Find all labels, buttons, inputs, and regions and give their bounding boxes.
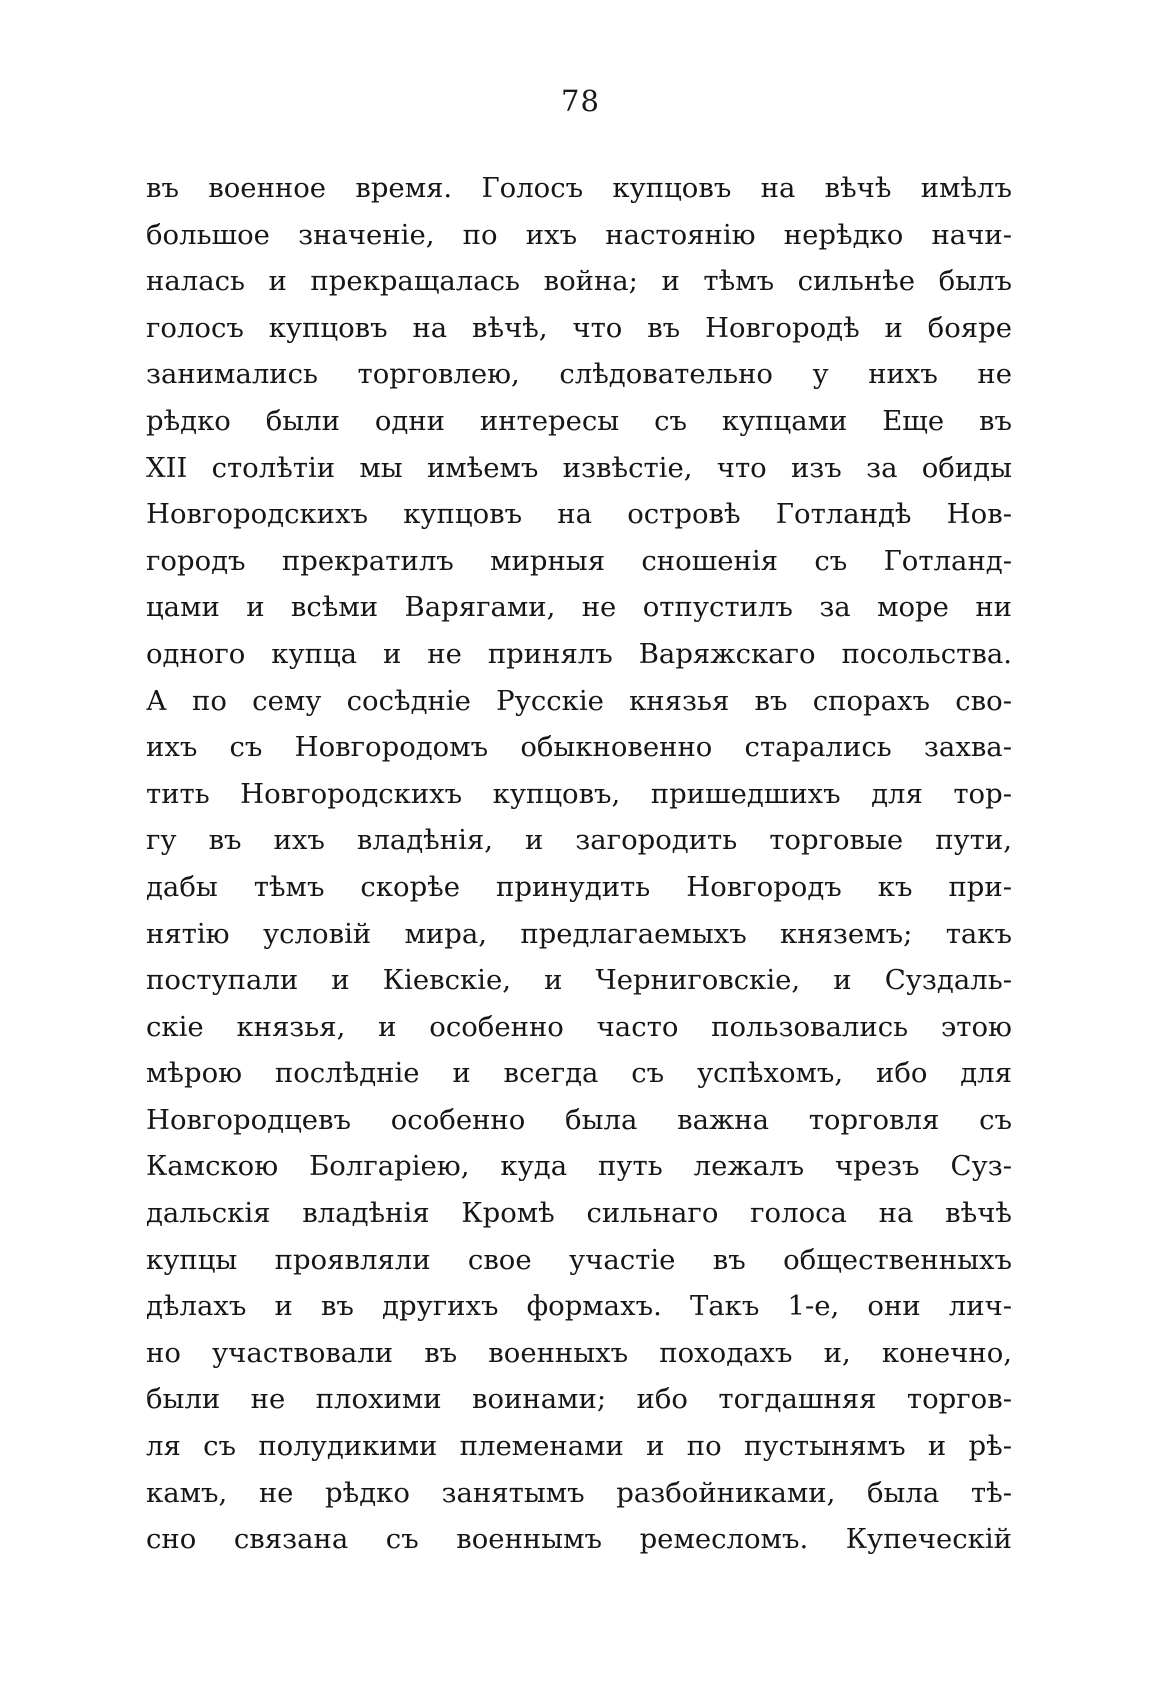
text-line: рѣдко были одни интересы съ купцами Еще въ [146,404,1012,437]
text-line: налась и прекращалась война; и тѣмъ сильнѣе былъ [146,265,1012,298]
text-line: гу въ ихъ владѣнiя, и загородить торговые пути, [146,824,1012,857]
text-line: занимались торговлею, слѣдовательно у нихъ не [146,358,1012,391]
text-line: купцы проявляли свое участiе въ общественныхъ [146,1243,1012,1276]
text-line: но участвовали въ военныхъ походахъ и, конечно, [146,1336,1012,1369]
text-line: были не плохими воинами; ибо тогдашняя торгов- [146,1383,1012,1416]
text-line: одного купца и не принялъ Варяжскаго посольства. [146,637,1012,670]
text-line: мѣрою послѣднiе и всегда съ успѣхомъ, ибо для [146,1057,1012,1090]
text-line: Новгородскихъ купцовъ на островѣ Готландѣ Нов- [146,498,1012,531]
text-line: большое значенiе, по ихъ настоянiю нерѣдко начи- [146,218,1012,251]
text-line: городъ прекратилъ мирныя сношенiя съ Готланд- [146,544,1012,577]
text-line: ля съ полудикими племенами и по пустынямъ и рѣ- [146,1430,1012,1463]
text-line: Новгородцевъ особенно была важна торговля съ [146,1103,1012,1136]
text-line: дѣлахъ и въ другихъ формахъ. Такъ 1-е, они лич- [146,1290,1012,1323]
page-body-text [146,165,1012,1563]
text-line: Камскою Болгарiею, куда путь лежалъ чрезъ Суз- [146,1150,1012,1183]
text-line: дабы тѣмъ скорѣе принудить Новгородъ къ при- [146,870,1012,903]
text-line: въ военное время. Голосъ купцовъ на вѣчѣ имѣлъ [146,172,1012,204]
text-line: голосъ купцовъ на вѣчѣ, что въ Новгородѣ и бояре [146,311,1012,344]
text-line: тить Новгородскихъ купцовъ, пришедшихъ для тор- [146,777,1012,810]
text-line: ихъ съ Новгородомъ обыкновенно старались захва- [146,731,1012,764]
text-line: цами и всѣми Варягами, не отпустилъ за море ни [146,591,1012,624]
text-line: А по сему сосѣднiе Русскiе князья въ спорахъ сво- [146,684,1012,717]
text-line: поступали и Кiевскiе, и Черниговскiе, и Суздаль- [146,964,1012,997]
text-line: скiе князья, и особенно часто пользовались этою [146,1010,1012,1043]
page-number: 78 [561,84,600,118]
text-line: сно связана съ военнымъ ремесломъ. Купеческiй [146,1523,1012,1556]
text-line: нятiю условiй мира, предлагаемыхъ княземъ; такъ [146,917,1012,950]
text-line: камъ, не рѣдко занятымъ разбойниками, была тѣ- [146,1476,1012,1509]
text-line: дальскiя владѣнiя Кромѣ сильнаго голоса на вѣчѣ [146,1197,1012,1230]
text-line: XII столѣтiи мы имѣемъ извѣстiе, что изъ за обиды [146,451,1012,484]
